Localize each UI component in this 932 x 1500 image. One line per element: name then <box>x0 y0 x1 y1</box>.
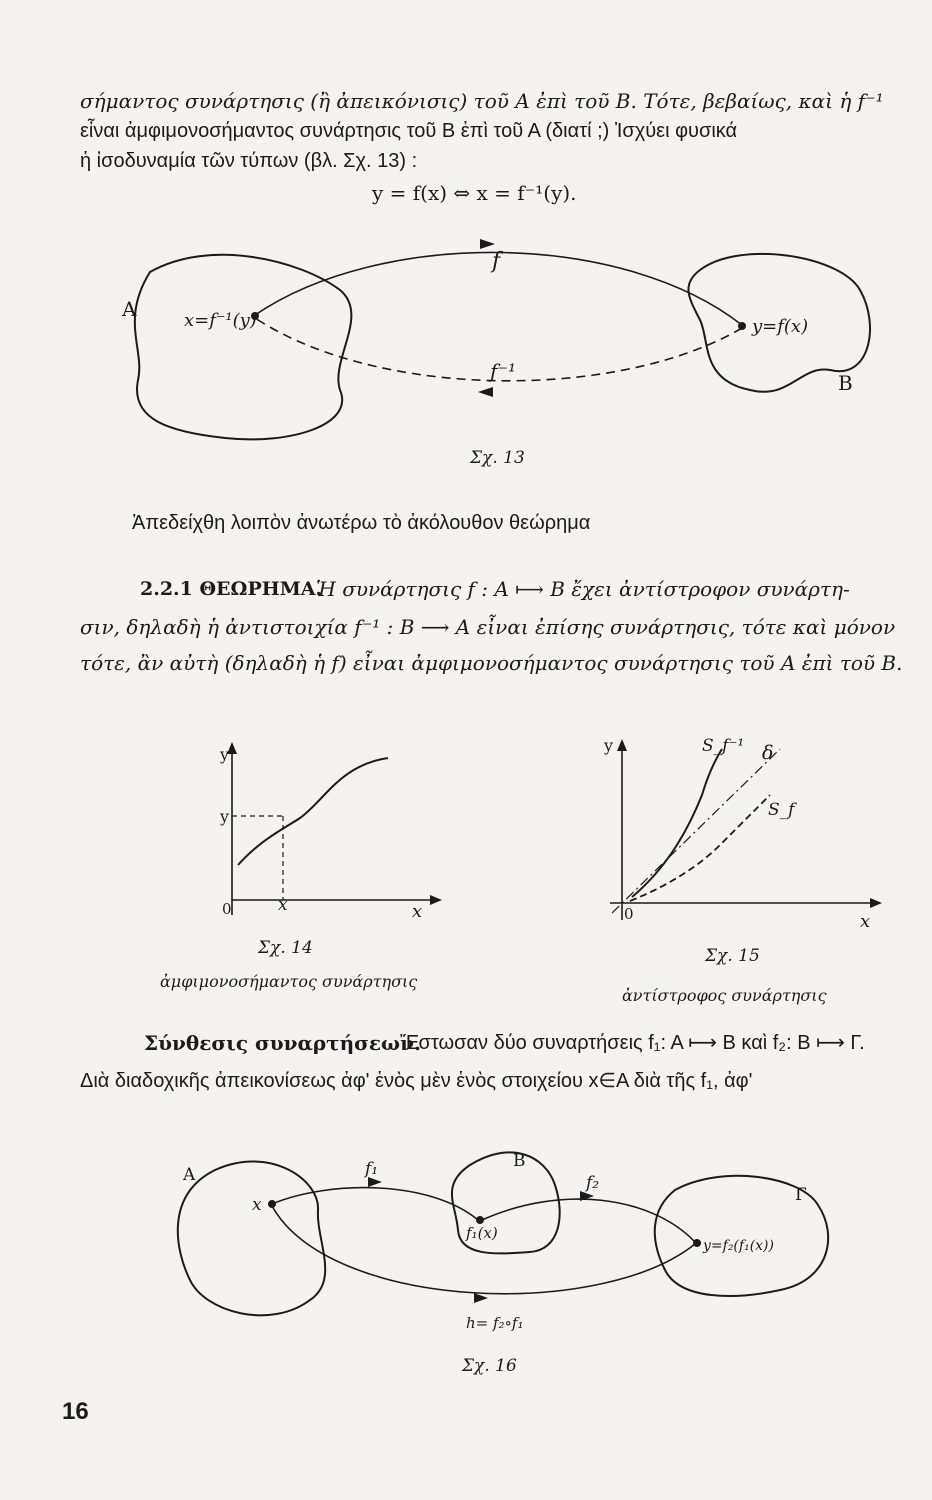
fig15-curve-f <box>630 795 770 901</box>
para1-line3: ἡ ἰσοδυναμία τῶν τύπων (βλ. Σχ. 13) : <box>80 150 418 172</box>
set-a-blob <box>178 1161 325 1315</box>
fig15-caption: Σχ. 15 <box>705 946 760 966</box>
fig16-arrow-f1-label: f₁ <box>365 1159 379 1179</box>
composition-heading: Σύνθεσις συναρτήσεων. <box>144 1031 421 1055</box>
fig16-point-f1-label: f₁(x) <box>466 1224 498 1242</box>
figure-14 <box>150 740 450 940</box>
set-a-label: A <box>122 297 137 321</box>
fig14-y-axis-label: y <box>220 745 230 764</box>
fig14-y-tick: y <box>220 807 230 826</box>
fig15-curve-f-label: S_f <box>768 800 795 820</box>
arrow-finv-label: f⁻¹ <box>490 359 516 383</box>
fig16-arrow-h-label: h= f₂∘f₁ <box>466 1314 524 1332</box>
fig16-point-y-label: y=f₂(f₁(x)) <box>703 1238 774 1254</box>
composition-line2: Διὰ διαδοχικῆς ἀπεικονίσεως ἀφ' ἑνὸς μὲν ἑνὸς στοιχείου x∈A διὰ τῆς f₁, ἀφ' <box>80 1070 753 1092</box>
composition-line1: Ἔστωσαν δύο συναρτήσεις f₁: A ⟼ B καὶ f₂: B ⟼ Γ. <box>400 1032 865 1054</box>
fig14-x-tick: x <box>278 895 288 915</box>
theorem-number: 2.2.1 ΘΕΩΡΗΜΑ. <box>140 578 323 600</box>
fig16-arrow-f2-label: f₂ <box>586 1173 600 1193</box>
arrow-f2-path <box>482 1199 695 1242</box>
fig14-caption: Σχ. 14 <box>258 938 313 958</box>
fig15-origin: 0 <box>624 905 634 923</box>
arrow-f-label: f <box>492 249 501 274</box>
fig15-delta-label: δ <box>762 742 774 764</box>
fig14-subtitle: ἀμφιμονοσήμαντος συνάρτησις <box>160 972 418 991</box>
fig15-y-axis-label: y <box>604 736 614 755</box>
point-y <box>693 1239 701 1247</box>
point-f1x <box>476 1216 484 1224</box>
fig16-set-a-label: A <box>183 1165 196 1185</box>
point-y-label: y=f(x) <box>752 316 809 337</box>
theorem-line1: Ἡ συνάρτησις f : A ⟼ B ἔχει ἀντίστροφον συνάρτη- <box>316 577 850 601</box>
arrow-finv-head <box>478 387 493 397</box>
arrow-f-head <box>480 239 495 249</box>
fig15-curve-finv-label: S_f⁻¹ <box>702 736 745 756</box>
fig14-curve <box>238 758 388 865</box>
formula: y = f(x) ⇔ x = f⁻¹(y). <box>372 181 577 205</box>
fig16-caption: Σχ. 16 <box>462 1356 517 1376</box>
fig16-set-g-label: Γ <box>795 1185 807 1205</box>
figure-13 <box>0 220 932 520</box>
fig16-set-b-label: B <box>513 1151 526 1171</box>
fig15-x-axis-label: x <box>860 911 871 932</box>
fig14-origin: 0 <box>222 900 232 918</box>
point-y <box>738 322 746 330</box>
set-b-label: B <box>838 371 853 395</box>
arrow-f1-path <box>272 1188 478 1220</box>
theorem-line2: σιν, δηλαδὴ ἡ ἀντιστοιχία f⁻¹ : B ⟶ A εἶναι ἐπίσης συνάρτησις, τότε καὶ μόνον <box>80 615 896 639</box>
point-x <box>268 1200 276 1208</box>
page-number: 16 <box>62 1398 89 1425</box>
figure-16 <box>0 1140 932 1360</box>
theorem-line3: τότε, ἂν αὐτὴ (δηλαδὴ ἡ f) εἶναι ἀμφιμονοσήμαντος συνάρτησις τοῦ Α ἐπὶ τοῦ Β. <box>80 651 903 675</box>
para1-line1: σήμαντος συνάρτησις (ἢ ἀπεικόνισις) τοῦ Α ἐπὶ τοῦ Β. Τότε, βεβαίως, καὶ ἡ f⁻¹ <box>80 89 884 113</box>
point-x-label: x=f⁻¹(y) <box>184 310 257 331</box>
para2: Ἀπεδείχθη λοιπὸν ἀνωτέρω τὸ ἀκόλουθον θεώρημα <box>132 512 591 534</box>
figure-15 <box>590 735 890 935</box>
fig15-diagonal <box>612 749 780 913</box>
fig13-caption: Σχ. 13 <box>470 448 525 468</box>
para1-line2: εἶναι ἀμφιμονοσήμαντος συνάρτησις τοῦ Β ἐπὶ τοῦ Α (διατί ;) Ἰσχύει φυσικά <box>80 120 738 142</box>
fig16-point-x-label: x <box>252 1195 262 1215</box>
fig14-x-axis-label: x <box>412 901 423 922</box>
fig15-curve-finv <box>632 749 722 897</box>
fig15-subtitle: ἀντίστροφος συνάρτησις <box>622 986 827 1005</box>
